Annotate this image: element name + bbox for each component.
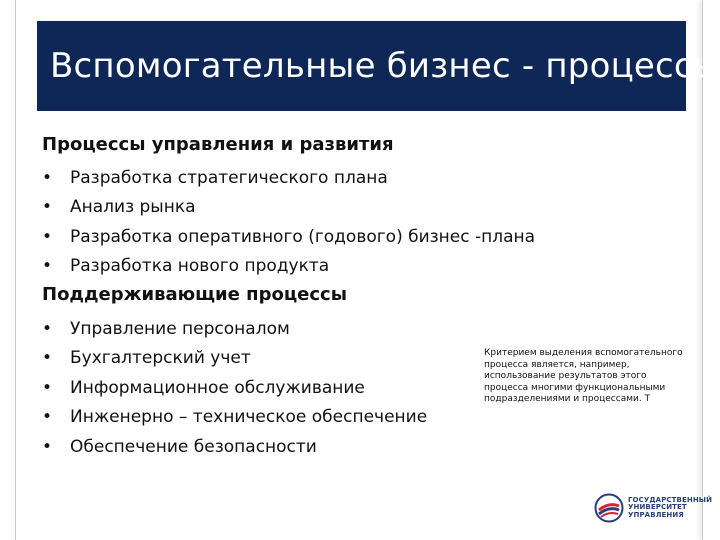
criterion-note: Критерием выделения вспомогательного процесса является, например, использование результатов этого процесса многими функциональными подразделениями и процессами. Т bbox=[484, 348, 683, 404]
bullet-icon: • bbox=[42, 226, 53, 247]
list-item: • Инженерно – техническое обеспечение bbox=[42, 403, 427, 432]
list-item: • Анализ рынка bbox=[42, 193, 535, 222]
bullet-icon: • bbox=[42, 407, 53, 428]
list-item: • Разработка нового продукта bbox=[42, 252, 535, 281]
list-item: • Разработка оперативного (годового) бизнес -плана bbox=[42, 223, 535, 252]
slide-title: Вспомогательные бизнес - процессы bbox=[50, 46, 720, 86]
bullet-icon: • bbox=[42, 377, 53, 398]
bullet-icon: • bbox=[42, 256, 53, 277]
management-process-list bbox=[42, 164, 535, 282]
list-item: • Разработка стратегического плана bbox=[42, 164, 535, 193]
list-item: • Управление персоналом bbox=[42, 315, 427, 344]
university-name: ГОСУДАРСТВЕННЫЙ УНИВЕРСИТЕТ УПРАВЛЕНИЯ bbox=[628, 495, 713, 519]
list-item: • Бухгалтерский учет bbox=[42, 344, 427, 373]
list-item: • Обеспечение безопасности bbox=[42, 433, 427, 462]
section-heading-support: Поддерживающие процессы bbox=[42, 284, 347, 305]
bullet-icon: • bbox=[42, 168, 53, 188]
bullet-icon: • bbox=[42, 197, 53, 218]
bullet-icon: • bbox=[42, 436, 53, 457]
university-logo bbox=[594, 493, 712, 523]
title-bar bbox=[37, 21, 720, 111]
list-item: • Информационное обслуживание bbox=[42, 374, 427, 403]
bullet-icon: • bbox=[42, 348, 53, 369]
university-emblem-icon bbox=[594, 493, 624, 523]
support-process-list bbox=[42, 315, 427, 462]
section-heading-management: Процессы управления и развития bbox=[42, 134, 394, 155]
bullet-icon: • bbox=[42, 319, 53, 339]
slide-left-edge bbox=[0, 0, 16, 540]
